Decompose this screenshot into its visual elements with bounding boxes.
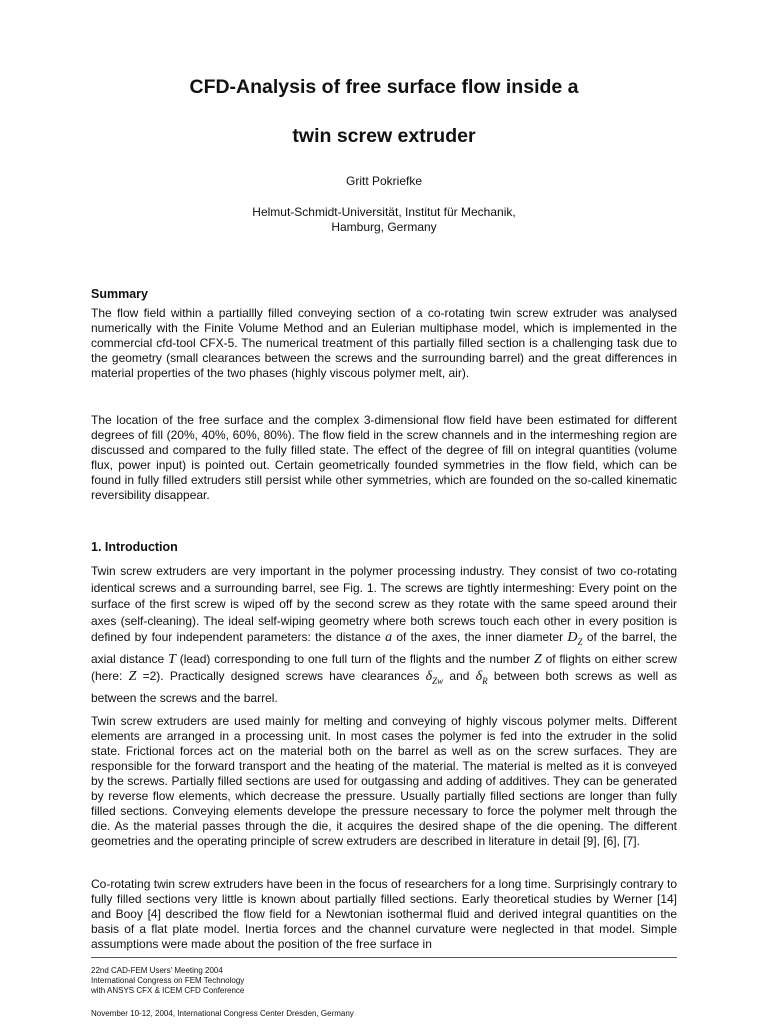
- footer-conference-info: [91, 966, 244, 996]
- introduction-paragraph-1: [91, 563, 677, 706]
- intro-text-segment: between both screws as well as between the screws and the barrel.: [91, 669, 678, 705]
- footer-line-3: with ANSYS CFX & ICEM CFD Conference: [91, 986, 245, 995]
- paper-title-line-2: twin screw extruder: [292, 125, 476, 147]
- summary-heading: Summary: [91, 287, 148, 301]
- math-subscript-r: R: [482, 676, 488, 687]
- footer-line-2: International Congress on FEM Technology: [91, 976, 245, 985]
- footer-line-1: 22nd CAD-FEM Users' Meeting 2004: [91, 966, 223, 975]
- math-symbol-dz: [567, 630, 583, 648]
- intro-text-segment: (lead) corresponding to one full turn of the flights and the number: [179, 651, 531, 666]
- summary-paragraph-1: The flow field within a partiallly filled conveying section of a co-rotating twin screw extruder was analysed numerically with the Finite Volume Method and an Eulerian multiphase model, which is implemented in the commercial cfd-tool CFX-5. The numerical treatment of this partially filled section is a challenging task due to the geometry (small clearances between the screws and the surrounding barrel) and the great differences in material properties of the two phases (highly viscous polymer melt, air).: [91, 306, 677, 380]
- intro-text-segment: of the barrel, the axial distance: [91, 630, 678, 666]
- math-symbol-delta-r: [475, 669, 488, 687]
- author-affiliation: [0, 205, 768, 235]
- math-symbol-z: Z: [128, 669, 137, 685]
- intro-text-segment: of the axes, the inner diameter: [396, 630, 564, 645]
- summary-paragraph-2: The location of the free surface and the complex 3-dimensional flow field have been estimated for different degrees of fill (20%, 40%, 60%, 80%). The flow field in the screw channels and in the intermeshing region are discussed and compared to the fully filled state. The effect of the degree of fill on integral quantities (volume flux, power input) is pointed out. Certain geometrically founded symmetries in the flow field, which can be found in fully filled extruders still persist while other symmetries, which are founded on the so-called kinematic reversibility disappear.: [91, 413, 677, 502]
- math-symbol-z: Z: [533, 651, 542, 667]
- paper-title-line-1: CFD-Analysis of free surface flow inside a: [189, 76, 579, 98]
- introduction-heading: 1. Introduction: [91, 540, 178, 554]
- affiliation-line-2: Hamburg, Germany: [331, 220, 437, 234]
- math-symbol-delta-zw: [425, 669, 444, 687]
- math-symbol-a: a: [385, 630, 393, 646]
- affiliation-line-1: Helmut-Schmidt-Universität, Institut für Mechanik,: [252, 205, 516, 219]
- author-name: Gritt Pokriefke: [345, 174, 423, 188]
- math-symbol-t: T: [168, 651, 176, 667]
- math-symbol-D: D: [567, 630, 578, 646]
- intro-text-segment: and: [449, 669, 470, 684]
- math-subscript-z: Z: [577, 637, 583, 648]
- introduction-paragraph-3: Co-rotating twin screw extruders have been in the focus of researchers for a long time. Surprisingly contrary to fully filled sections very little is known about partially filled sections. Early theoretical studies by Werner [14] and Booy [4] described the flow field for a Newtonian isothermal fluid and derived integral quantities on the basis of a flat plate model. Inertia forces and the channel curvature were neglected in that model. Simple assumptions were made about the position of the free surface in: [91, 877, 677, 951]
- footer-divider: [91, 957, 677, 958]
- intro-text-segment: =2). Practically designed screws have clearances: [142, 669, 420, 684]
- math-symbol-delta: δ: [425, 669, 433, 685]
- intro-text-segment: Twin screw extruders are very important in the polymer processing industry. They consist of two co-rotating identical screws and a surrounding barrel, see Fig. 1. The screws are tightly intermeshing: Every point on the surface of the first screw is wiped off by the second screw as they rotate with the same speed around their axes (self-cleaning). The ideal self-wiping geometry where both screws touch each other in every position is defined by four independent parameters: the distance: [91, 564, 677, 645]
- introduction-paragraph-2: Twin screw extruders are used mainly for melting and conveying of highly viscous polymer melts. Different elements are arranged in a processing unit. In most cases the polymer is fed into the extruder in the solid state. Frictional forces act on the material both on the barrel as well as on the screw surfaces. They are responsible for the forward transport and the heating of the material. The material is melted as it is conveyed by the screws. Partially filled sections are used for outgassing and adding of additives. They can be generated by reverse flow elements, which decrease the pressure. Usually partially filled sections are longer than fully filled sections. Conveying elements develope the pressure necessary to force the polymer melt through the die. As the material passes through the die, it acquires the desired shape of the die opening. The different geometries and the operating principle of screw extruders are described in literature in detail [9], [6], [7].: [91, 714, 677, 848]
- math-symbol-delta: δ: [475, 669, 483, 685]
- intro-text-segment: of flights on either screw (here:: [91, 651, 677, 684]
- footer-date-venue: November 10-12, 2004, International Congress Center Dresden, Germany: [91, 1009, 354, 1018]
- math-subscript-zw: Zw: [432, 676, 444, 687]
